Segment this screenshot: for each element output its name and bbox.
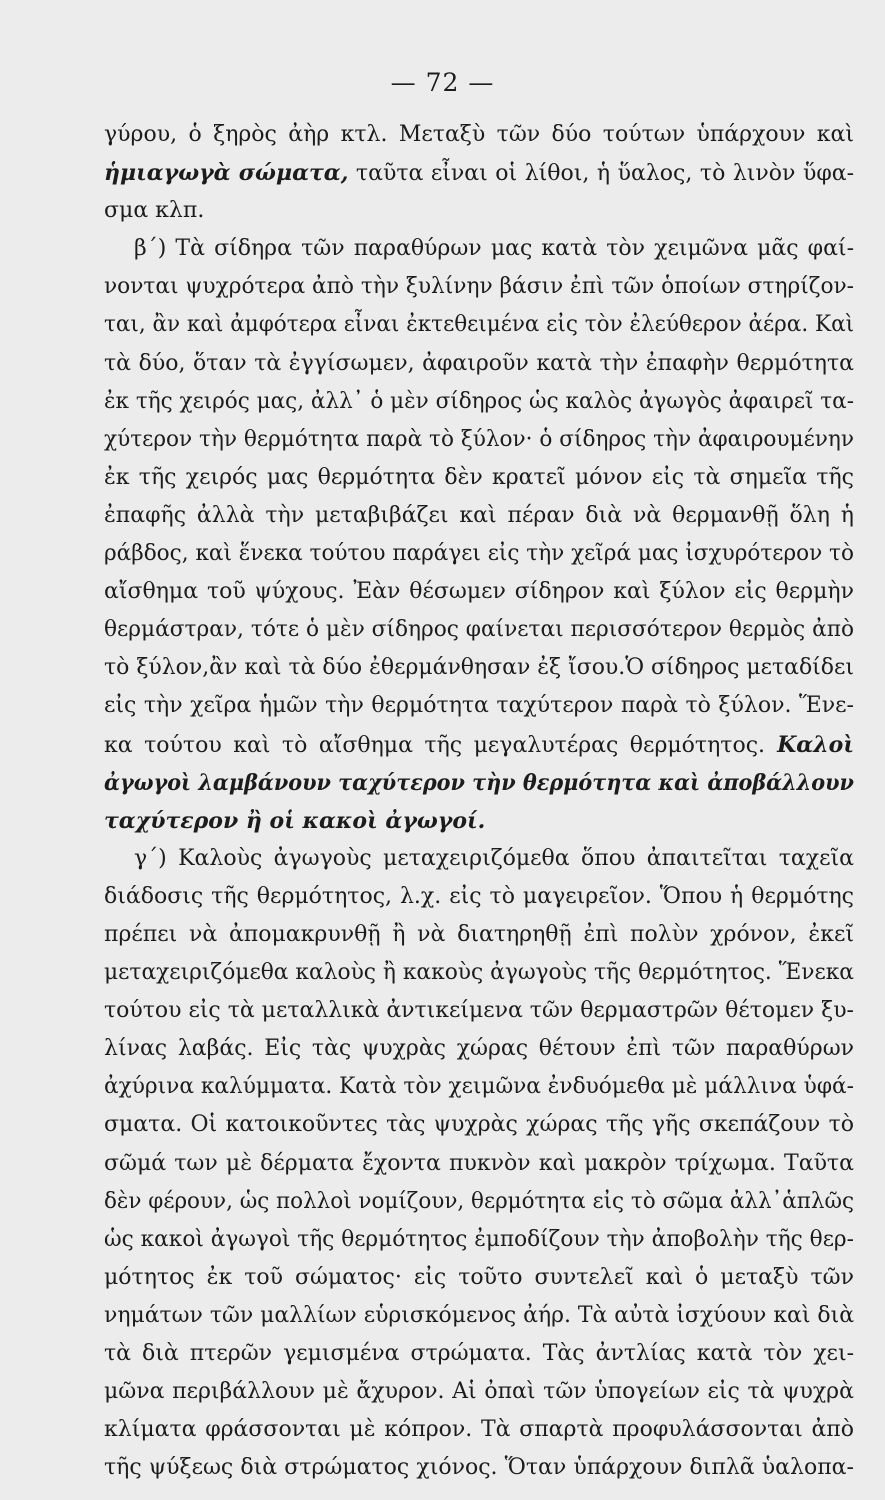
text-line (104, 916, 854, 954)
text-line (104, 1030, 854, 1068)
emphasized-text: ἀγωγοὶ λαμβάνουν ταχύτερον τὴν θερμότητα καὶ ἀποβάλλουν (104, 769, 854, 796)
text-line (104, 726, 854, 764)
line-text: λίνας λαβάς. Εἰς τὰς ψυχρὰς χώρας θέτουν ἐπὶ τῶν παραθύρων (104, 1036, 855, 1062)
line-text: σμα κλπ. (104, 198, 205, 224)
line-text: αἴσθημα τοῦ ψύχους. Ἐὰν θέσωμεν σίδηρον καὶ ξύλον εἰς θερμὴν (104, 579, 854, 605)
line-text: θερμάστραν, τότε ὁ μὲν σίδηρος φαίνεται περισσότερον θερμὸς ἀπὸ (104, 617, 855, 643)
line-text: δὲν φέρουν, ὡς πολλοὶ νομίζουν, θερμότητα εἰς τὸ σῶμα ἀλλ᾽ἁπλῶς (104, 1188, 854, 1214)
text-line (104, 573, 854, 611)
line-text: τῆς ψύξεως διὰ στρώματος χιόνος. Ὅταν ὑπάρχουν διπλᾶ ὑαλοπα- (104, 1455, 854, 1481)
body-text (104, 116, 854, 1487)
text-line (104, 764, 854, 802)
line-text: νονται ψυχρότερα ἀπὸ τὴν ξυλίνην βάσιν ἐπὶ τῶν ὁποίων στηρίζον- (104, 274, 855, 300)
line-text: μῶνα περιβάλλουν μὲ ἄχυρον. Αἱ ὀπαὶ τῶν ὑπογείων εἰς τὰ ψυχρὰ (104, 1379, 854, 1405)
text-line (104, 1106, 854, 1144)
text-line (104, 1373, 854, 1411)
line-text: κλίματα φράσσονται μὲ κόπρον. Τὰ σπαρτὰ προφυλάσσονται ἀπὸ (104, 1417, 855, 1443)
text-line (104, 611, 855, 649)
text-line (104, 992, 853, 1030)
line-text: ται, ἂν καὶ ἀμφότερα εἶναι ἐκτεθειμένα εἰς τὸν ἐλεύθερον ἀέρα. Καὶ (104, 312, 855, 338)
line-text: ἐκ τῆς χειρός μας, ἀλλ᾽ ὁ μὲν σίδηρος ὡς καλὸς ἀγωγὸς ἀφαιρεῖ τα- (104, 388, 854, 414)
text-line (104, 1335, 854, 1373)
text-line (104, 954, 855, 992)
line-text: μεταχειριζόμεθα καλοὺς ἢ κακοὺς ἀγωγοὺς τῆς θερμότητος. Ἕνεκα (104, 960, 855, 986)
text-line (104, 1411, 854, 1449)
text-line (104, 802, 854, 840)
text-line (104, 230, 854, 268)
text-line (104, 1183, 854, 1221)
line-text: πρέπει νὰ ἀπομακρυνθῇ ἢ νὰ διατηρηθῇ ἐπὶ πολὺν χρόνον, ἐκεῖ (104, 921, 854, 947)
text-line (104, 1259, 854, 1297)
text-line (104, 192, 854, 230)
text-line (104, 497, 854, 535)
text-line (104, 116, 854, 154)
text-line (104, 345, 854, 383)
text-line (104, 1297, 855, 1335)
text-line (104, 535, 854, 573)
line-text: μότητος ἐκ τοῦ σώματος· εἰς τοῦτο συντελεῖ καὶ ὁ μεταξὺ τῶν (104, 1264, 854, 1290)
line-text: ἀχύρινα καλύμματα. Κατὰ τὸν χειμῶνα ἐνδυόμεθα μὲ μάλλινα ὑφά- (104, 1074, 854, 1100)
text-line (104, 383, 854, 421)
text-line (104, 1221, 854, 1259)
line-text: τὰ δύο, ὅταν τὰ ἐγγίσωμεν, ἀφαιροῦν κατὰ τὴν ἐπαφὴν θερμότητα (104, 350, 854, 376)
line-text: σῶμά των μὲ δέρματα ἔχοντα πυκνὸν καὶ μακρὸν τρίχωμα. Ταῦτα (104, 1150, 854, 1176)
text-line (104, 1068, 854, 1106)
line-text: γύρου, ὁ ξηρὸς ἀὴρ κτλ. Μεταξὺ τῶν δύο τούτων ὑπάρχουν καὶ (104, 122, 855, 147)
text-line (104, 1449, 854, 1487)
line-text: σματα. Οἱ κατοικοῦντες τὰς ψυχρὰς χώρας τῆς γῆς σκεπάζουν τὸ (104, 1112, 854, 1138)
line-text: τὰ διὰ πτερῶν γεμισμένα στρώματα. Τὰς ἀντλίας κατὰ τὸν χει- (104, 1341, 855, 1366)
text-line (104, 459, 854, 497)
line-text: τὸ ξύλον,ἂν καὶ τὰ δύο ἐθερμάνθησαν ἐξ ἴσου.Ὁ σίδηρος μεταδίδει (104, 655, 854, 681)
line-text: τούτου εἰς τὰ μεταλλικὰ ἀντικείμενα τῶν θερμαστρῶν θέτομεν ξυ- (104, 998, 854, 1024)
text-line (104, 154, 854, 192)
line-text: χύτερον τὴν θερμότητα παρὰ τὸ ξύλον· ὁ σίδηρος τὴν ἀφαιρουμένην (104, 426, 854, 452)
line-text: γ΄) Καλοὺς ἀγωγοὺς μεταχειριζόμεθα ὅπου ἀπαιτεῖται ταχεῖα (134, 845, 854, 871)
text-line (104, 1145, 854, 1183)
line-text: κα τούτου καὶ τὸ αἴσθημα τῆς μεγαλυτέρας θερμότητος. (104, 732, 766, 758)
line-text: ὡς κακοὶ ἀγωγοὶ τῆς θερμότητος ἐμποδίζουν τὴν ἀποβολὴν τῆς θερ- (104, 1226, 854, 1252)
emphasized-text: ταχύτερον ἢ οἱ κακοὶ ἀγωγοί. (104, 807, 486, 834)
line-text: διάδοσις τῆς θερμότητος, λ.χ. εἰς τὸ μαγειρεῖον. Ὅπου ἡ θερμότης (104, 883, 854, 909)
line-text: ταῦτα εἶναι οἱ λίθοι, ἡ ὕαλος, τὸ λινὸν ὕφα- (348, 161, 855, 187)
text-line (104, 306, 855, 344)
emphasized-term: ἡμιαγωγὰ σώματα, (104, 160, 349, 187)
text-line (104, 649, 852, 687)
page-number: — 72 — (390, 68, 495, 97)
text-line (104, 268, 855, 306)
emphasized-text: Καλοὶ (765, 731, 854, 758)
text-line (104, 687, 854, 725)
line-text: ἐπαφῆς ἀλλὰ τὴν μεταβιβάζει καὶ πέραν διὰ νὰ θερμανθῇ ὅλη ἡ (104, 502, 854, 528)
line-text: νημάτων τῶν μαλλίων εὑρισκόμενος ἀήρ. Τὰ αὐτὰ ἰσχύουν καὶ διὰ (104, 1302, 855, 1328)
line-text: ἐκ τῆς χειρός μας θερμότητα δὲν κρατεῖ μόνον εἰς τὰ σημεῖα τῆς (104, 464, 854, 490)
text-line (104, 878, 854, 916)
text-line (104, 840, 854, 878)
line-text: εἰς τὴν χεῖρα ἡμῶν τὴν θερμότητα ταχύτερον παρὰ τὸ ξύλον. Ἕνε- (104, 693, 854, 719)
line-text: β΄) Τὰ σίδηρα τῶν παραθύρων μας κατὰ τὸν χειμῶνα μᾶς φαί- (134, 236, 854, 262)
line-text: ράβδος, καὶ ἕνεκα τούτου παράγει εἰς τὴν χεῖρά μας ἰσχυρότερον τὸ (104, 541, 854, 567)
text-line (104, 421, 854, 459)
